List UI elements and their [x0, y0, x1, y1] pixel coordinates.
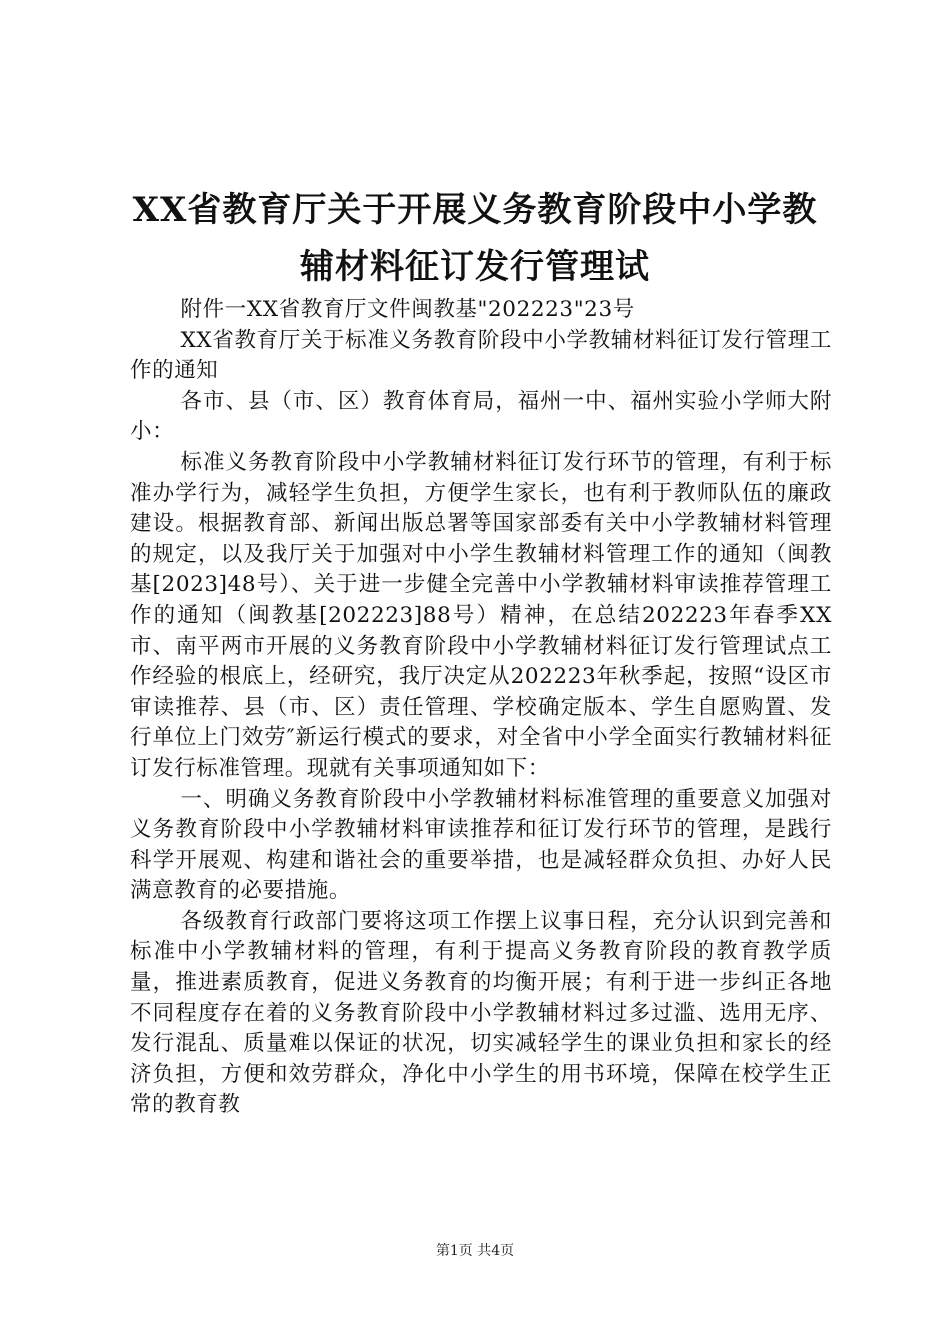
body-paragraph: 各级教育行政部门要将这项工作摆上议事日程，充分认识到完善和标准中小学教辅材料的管理，有利于提高义务教育阶段的教育教学质量，推进素质教育，促进义务教育的均衡开展；有利于进一步纠正各地不同程度存在着的义务教育阶段中小学教辅材料过多过滥、选用无序、发行混乱、质量难以保证的状况，切实减轻学生的课业负担和家长的经济负担，方便和效劳群众，净化中小学生的用书环境，保障在校学生正常的教育教	[130, 908, 832, 1118]
page-number-footer: 第1页 共4页	[435, 1243, 515, 1259]
addressee-paragraph: 各市、县（市、区）教育体育局，福州一中、福州实验小学师大附小：	[130, 388, 832, 445]
notice-subtitle: XX省教育厅关于标准义务教育阶段中小学教辅材料征订发行管理工作的通知	[130, 327, 832, 384]
attachment-reference: 附件一XX省教育厅文件闽教基"202223"23号	[180, 297, 635, 322]
document-title-line-2: 辅材料征订发行管理试	[300, 247, 650, 287]
document-title-line-1: XX省教育厅关于开展义务教育阶段中小学教	[132, 190, 818, 230]
body-paragraph: 一、明确义务教育阶段中小学教辅材料标准管理的重要意义加强对义务教育阶段中小学教辅材料审读推荐和征订发行环节的管理，是践行科学开展观、构建和谐社会的重要举措，也是减轻群众负担、办好人民满意教育的必要措施。	[130, 786, 832, 904]
document-body	[130, 295, 832, 1121]
body-paragraph: 标准义务教育阶段中小学教辅材料征订发行环节的管理，有利于标准办学行为，减轻学生负担，方便学生家长，也有利于教师队伍的廉政建设。根据教育部、新闻出版总署等国家部委有关中小学教辅材料管理的规定，以及我厅关于加强对中小学生教辅材料管理工作的通知（闽教基[2023]48号）、关于进一步健全完善中小学教辅材料审读推荐管理工作的通知（闽教基[202223]88号）精神，在总结202223年春季XX市、南平两市开展的义务教育阶段中小学教辅材料征订发行管理试点工作经验的根底上，经研究，我厅决定从202223年秋季起，按照“设区市审读推荐、县（市、区）责任管理、学校确定版本、学生自愿购置、发行单位上门效劳″新运行模式的要求，对全省中小学全面实行教辅材料征订发行标准管理。现就有关事项通知如下：	[130, 449, 832, 781]
